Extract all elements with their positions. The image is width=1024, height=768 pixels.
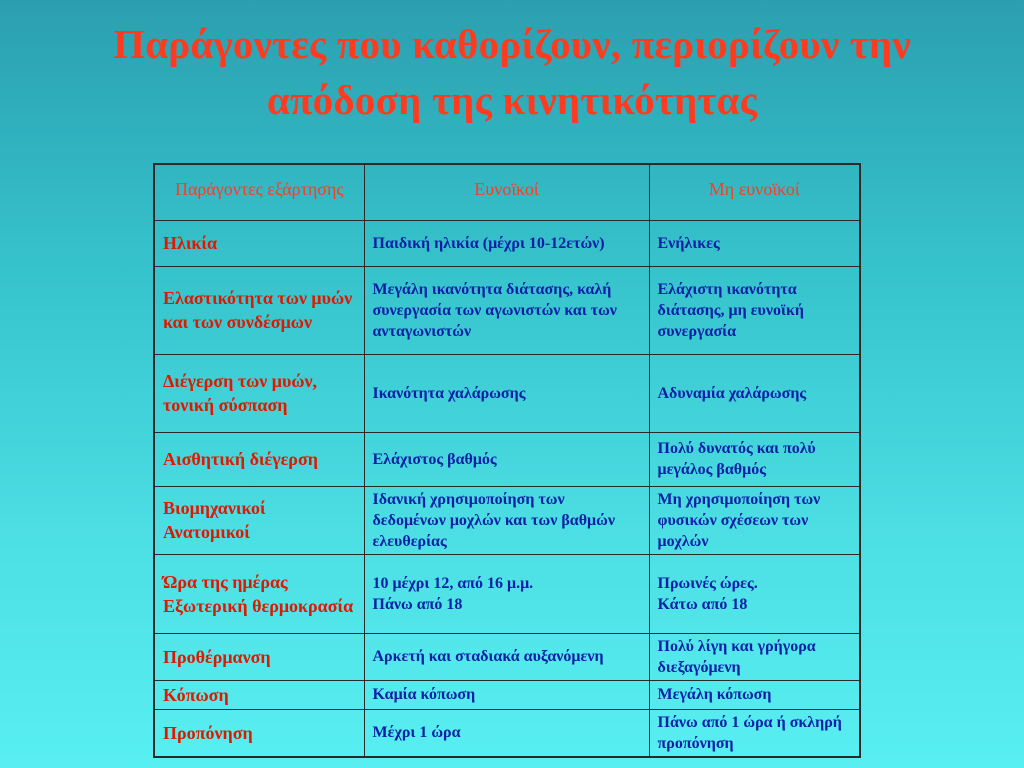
table-row [154,432,860,486]
factor-cell: Βιομηχανικοί Ανατομικοί [154,486,364,554]
favorable-cell: 10 μέχρι 12, από 16 μ.μ. Πάνω από 18 [364,554,649,633]
unfavorable-cell: Μεγάλη κόπωση [649,680,860,709]
table-row [154,554,860,633]
factors-table [153,163,861,758]
factor-cell: Ελαστικότητα των μυών και των συνδέσμων [154,266,364,354]
table-row [154,354,860,432]
factor-cell: Προθέρμανση [154,633,364,680]
table-row [154,266,860,354]
header-unfavorable: Μη ευνοϊκοί [649,164,860,220]
header-favorable: Ευνοϊκοί [364,164,649,220]
unfavorable-cell: Αδυναμία χαλάρωσης [649,354,860,432]
favorable-cell: Ικανότητα χαλάρωσης [364,354,649,432]
factor-cell: Διέγερση των μυών, τονική σύσπαση [154,354,364,432]
unfavorable-cell: Πρωινές ώρες. Κάτω από 18 [649,554,860,633]
factor-cell: Κόπωση [154,680,364,709]
table-row [154,486,860,554]
unfavorable-cell: Πάνω από 1 ώρα ή σκληρή προπόνηση [649,709,860,757]
factor-cell: Ηλικία [154,220,364,266]
table-row [154,633,860,680]
table-row [154,220,860,266]
unfavorable-cell: Ενήλικες [649,220,860,266]
factor-cell: Ώρα της ημέρας Εξωτερική θερμοκρασία [154,554,364,633]
unfavorable-cell: Πολύ δυνατός και πολύ μεγάλος βαθμός [649,432,860,486]
favorable-cell: Ιδανική χρησιμοποίηση των δεδομένων μοχλών και των βαθμών ελευθερίας [364,486,649,554]
title-line-1: Παράγοντες που καθορίζουν, περιορίζουν την [113,21,911,67]
factor-cell: Προπόνηση [154,709,364,757]
slide-title [0,16,1024,128]
favorable-cell: Καμία κόπωση [364,680,649,709]
factor-cell: Αισθητική διέγερση [154,432,364,486]
favorable-cell: Παιδική ηλικία (μέχρι 10-12ετών) [364,220,649,266]
table-header-row [154,164,860,220]
favorable-cell: Αρκετή και σταδιακά αυξανόμενη [364,633,649,680]
unfavorable-cell: Μη χρησιμοποίηση των φυσικών σχέσεων των μοχλών [649,486,860,554]
unfavorable-cell: Πολύ λίγη και γρήγορα διεξαγόμενη [649,633,860,680]
title-line-2: απόδοση της κινητικότητας [266,77,758,123]
favorable-cell: Ελάχιστος βαθμός [364,432,649,486]
header-factors: Παράγοντες εξάρτησης [154,164,364,220]
unfavorable-cell: Ελάχιστη ικανότητα διάτασης, μη ευνοϊκή συνεργασία [649,266,860,354]
table-row [154,680,860,709]
table-row [154,709,860,757]
favorable-cell: Μεγάλη ικανότητα διάτασης, καλή συνεργασία των αγωνιστών και των ανταγωνιστών [364,266,649,354]
favorable-cell: Μέχρι 1 ώρα [364,709,649,757]
